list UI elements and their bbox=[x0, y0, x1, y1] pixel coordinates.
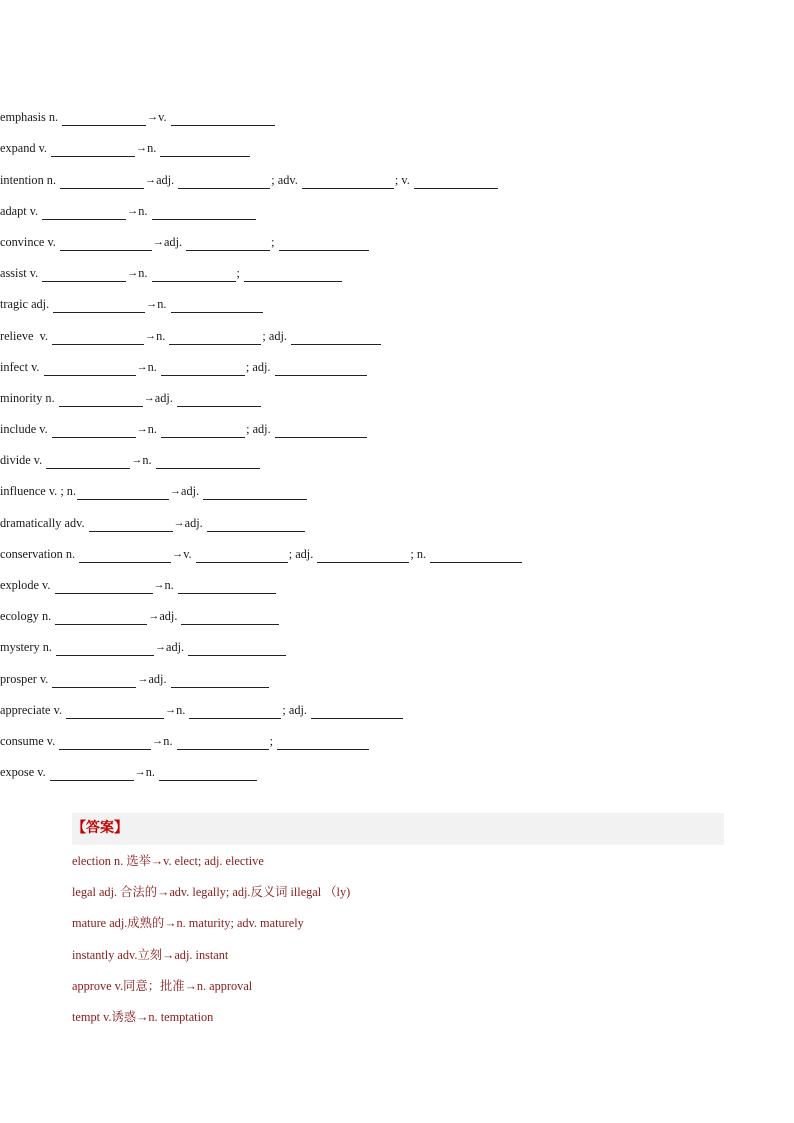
exercise-row bbox=[0, 473, 652, 504]
exercise-text: n. bbox=[147, 422, 161, 437]
exercise-text: divide v. bbox=[0, 453, 46, 468]
exercise-row bbox=[0, 286, 652, 317]
exercise-text: appreciate v. bbox=[0, 702, 66, 717]
exercise-row bbox=[0, 504, 652, 535]
arrow-icon: → bbox=[155, 641, 166, 654]
answer-blank[interactable] bbox=[89, 519, 173, 532]
answer-line: tempt v.诱惑→n. temptation bbox=[72, 1009, 214, 1024]
answer-blank[interactable] bbox=[55, 612, 147, 625]
arrow-icon: → bbox=[170, 485, 182, 498]
answer-blank[interactable] bbox=[66, 706, 164, 719]
answer-blank[interactable] bbox=[178, 581, 276, 594]
exercise-row bbox=[0, 193, 652, 224]
answer-blank[interactable] bbox=[152, 269, 236, 282]
exercise-text: ; adj. bbox=[262, 328, 291, 343]
exercise-text: adj. bbox=[159, 609, 181, 624]
exercise-text: expose v. bbox=[0, 765, 49, 780]
answer-blank[interactable] bbox=[277, 737, 369, 750]
exercise-row bbox=[0, 723, 652, 754]
answer-line: instantly adv.立刻→adj. instant bbox=[72, 947, 229, 962]
answer-blank[interactable] bbox=[56, 643, 154, 656]
exercise-text: adj. bbox=[184, 515, 206, 530]
exercise-text: tragic adj. bbox=[0, 297, 53, 312]
exercise-row bbox=[0, 629, 652, 660]
answer-blank[interactable] bbox=[42, 269, 126, 282]
answer-blank[interactable] bbox=[171, 300, 263, 313]
exercise-text: n. bbox=[145, 765, 159, 780]
answer-blank[interactable] bbox=[156, 456, 260, 469]
arrow-icon: → bbox=[134, 766, 146, 779]
answer-blank[interactable] bbox=[430, 550, 522, 563]
arrow-icon: → bbox=[136, 423, 148, 436]
exercise-row bbox=[0, 754, 652, 785]
arrow-icon: → bbox=[143, 391, 155, 404]
exercise-text: adj. bbox=[154, 390, 176, 405]
answer-blank[interactable] bbox=[291, 332, 381, 345]
exercise-row bbox=[0, 692, 652, 723]
answer-blank[interactable] bbox=[44, 363, 136, 376]
exercise-row bbox=[0, 161, 652, 192]
answer-blank[interactable] bbox=[207, 519, 305, 532]
exercise-text: include v. bbox=[0, 422, 51, 437]
answer-blank[interactable] bbox=[46, 456, 130, 469]
answer-blank[interactable] bbox=[60, 176, 144, 189]
answer-blank[interactable] bbox=[196, 550, 288, 563]
answer-blank[interactable] bbox=[189, 706, 281, 719]
arrow-icon: → bbox=[152, 235, 164, 248]
answer-blank[interactable] bbox=[275, 363, 367, 376]
exercise-row bbox=[0, 255, 652, 286]
exercise-text: v. bbox=[158, 110, 170, 125]
exercise-row bbox=[0, 380, 652, 411]
exercise-text: ; v. bbox=[394, 172, 413, 187]
exercise-text: adj. bbox=[166, 640, 188, 655]
exercise-text: expand v. bbox=[0, 141, 51, 156]
answer-blank[interactable] bbox=[161, 425, 245, 438]
exercise-text: n. bbox=[163, 733, 176, 748]
answer-blank[interactable] bbox=[186, 238, 270, 251]
exercise-text: emphasis n. bbox=[0, 110, 62, 125]
exercise-text: minority n. bbox=[0, 390, 58, 405]
answer-blank[interactable] bbox=[177, 737, 269, 750]
answer-blank[interactable] bbox=[317, 550, 409, 563]
answer-blank[interactable] bbox=[50, 768, 134, 781]
exercise-text: dramatically adv. bbox=[0, 515, 88, 530]
answer-line: mature adj.成熟的→n. maturity; adv. maturely bbox=[72, 916, 304, 931]
exercise-text: adj. bbox=[163, 234, 186, 249]
answer-blank[interactable] bbox=[152, 207, 256, 220]
answer-title: 【答案】 bbox=[72, 821, 128, 836]
exercise-row bbox=[0, 598, 652, 629]
exercise-text: explode v. bbox=[0, 578, 54, 592]
exercise-text: ; adj. bbox=[282, 702, 311, 717]
exercise-row bbox=[0, 442, 652, 473]
arrow-icon: → bbox=[152, 734, 164, 747]
exercise-text: adapt v. bbox=[0, 203, 42, 218]
answer-blank[interactable] bbox=[42, 207, 126, 220]
answer-blank[interactable] bbox=[51, 144, 135, 157]
exercise-text: v. bbox=[183, 546, 195, 561]
exercise-text: adj. bbox=[181, 484, 203, 499]
exercise-row bbox=[0, 567, 652, 598]
exercise-text: prosper v. bbox=[0, 671, 52, 686]
answer-blank[interactable] bbox=[311, 706, 403, 719]
arrow-icon: → bbox=[127, 267, 139, 280]
exercise-row bbox=[0, 349, 652, 380]
answer-line: election n. 选举→v. elect; adj. elective bbox=[72, 854, 264, 868]
arrow-icon: → bbox=[172, 547, 184, 560]
answer-blank[interactable] bbox=[188, 643, 286, 656]
exercise-text: convince v. bbox=[0, 234, 59, 249]
answer-blank[interactable] bbox=[181, 612, 279, 625]
arrow-icon: → bbox=[153, 579, 165, 591]
answer-blank[interactable] bbox=[171, 675, 269, 688]
answer-line: legal adj. 合法的→adv. legally; adj.反义词 illegal （ly) bbox=[72, 885, 351, 900]
exercise-text: n. bbox=[142, 453, 155, 468]
answer-blank[interactable] bbox=[203, 487, 307, 500]
exercise-text: relieve v. bbox=[0, 328, 52, 343]
exercise-text: ecology n. bbox=[0, 609, 55, 624]
exercise-row bbox=[0, 536, 652, 567]
exercise-text: n. bbox=[147, 141, 160, 156]
exercise-text: consume v. bbox=[0, 733, 59, 748]
exercise-row bbox=[0, 224, 652, 255]
arrow-icon: → bbox=[127, 204, 139, 217]
exercise-row bbox=[0, 660, 652, 691]
arrow-icon: → bbox=[136, 142, 148, 155]
answer-blank[interactable] bbox=[169, 332, 261, 345]
exercise-text: n. bbox=[147, 359, 160, 374]
arrow-icon: → bbox=[173, 516, 185, 529]
exercise-list bbox=[0, 99, 652, 785]
arrow-icon: → bbox=[145, 329, 157, 342]
arrow-icon: → bbox=[148, 610, 160, 623]
answer-blank[interactable] bbox=[161, 363, 245, 376]
exercise-text: n. bbox=[138, 203, 151, 218]
answer-blank[interactable] bbox=[159, 768, 257, 781]
arrow-icon: → bbox=[131, 454, 143, 467]
exercise-text: n. bbox=[176, 702, 189, 717]
answer-blank[interactable] bbox=[414, 176, 498, 189]
exercise-row bbox=[0, 317, 652, 348]
answer-blank[interactable] bbox=[171, 113, 275, 126]
exercise-text: mystery n. bbox=[0, 640, 55, 655]
exercise-text: ; adj. bbox=[245, 359, 274, 374]
answer-blank[interactable] bbox=[59, 737, 151, 750]
answer-blank[interactable] bbox=[52, 332, 144, 345]
arrow-icon: → bbox=[137, 672, 149, 685]
exercise-row bbox=[0, 130, 652, 161]
exercise-text: infect v. bbox=[0, 359, 43, 374]
answer-blank[interactable] bbox=[302, 176, 394, 189]
exercise-text: ; bbox=[269, 733, 277, 748]
exercise-row bbox=[0, 99, 652, 130]
answer-blank[interactable] bbox=[77, 487, 169, 500]
exercise-text: n. bbox=[157, 297, 170, 312]
answer-blank[interactable] bbox=[275, 425, 367, 438]
exercise-text: intention n. bbox=[0, 172, 60, 187]
arrow-icon: → bbox=[147, 111, 159, 124]
answer-blank[interactable] bbox=[59, 394, 143, 407]
answer-blank[interactable] bbox=[177, 394, 261, 407]
answer-blank[interactable] bbox=[55, 581, 153, 594]
exercise-text: adj. bbox=[156, 172, 178, 187]
answer-blank[interactable] bbox=[52, 425, 136, 438]
answer-blank[interactable] bbox=[52, 675, 136, 688]
answer-header bbox=[72, 813, 724, 845]
exercise-text: assist v. bbox=[0, 266, 42, 281]
exercise-text: ; adj. bbox=[288, 546, 317, 561]
answer-line: approve v.同意；批准→n. approval bbox=[72, 978, 253, 993]
answer-blank[interactable] bbox=[244, 269, 342, 282]
answer-blank[interactable] bbox=[160, 144, 250, 157]
answer-blank[interactable] bbox=[60, 238, 152, 251]
arrow-icon: → bbox=[136, 360, 148, 373]
exercise-text: n. bbox=[164, 578, 177, 592]
exercise-text: n. bbox=[156, 328, 169, 343]
exercise-text: ; adj. bbox=[246, 422, 274, 437]
exercise-text: ; bbox=[236, 266, 244, 281]
answer-blank[interactable] bbox=[279, 238, 369, 251]
exercise-text: adj. bbox=[148, 671, 170, 686]
exercise-text: n. bbox=[138, 266, 151, 281]
exercise-row bbox=[0, 411, 652, 442]
exercise-text: ; adv. bbox=[271, 172, 301, 187]
answer-blank[interactable] bbox=[79, 550, 171, 563]
arrow-icon: → bbox=[146, 298, 158, 311]
answer-blank[interactable] bbox=[178, 176, 270, 189]
exercise-text: conservation n. bbox=[0, 546, 79, 561]
arrow-icon: → bbox=[145, 173, 157, 186]
exercise-text: ; bbox=[271, 234, 278, 249]
answer-blank[interactable] bbox=[62, 113, 146, 126]
arrow-icon: → bbox=[165, 703, 177, 716]
answer-list bbox=[72, 849, 724, 1036]
exercise-text: ; n. bbox=[410, 546, 430, 561]
answer-blank[interactable] bbox=[53, 300, 145, 313]
exercise-text: influence v. ; n. bbox=[0, 484, 77, 499]
